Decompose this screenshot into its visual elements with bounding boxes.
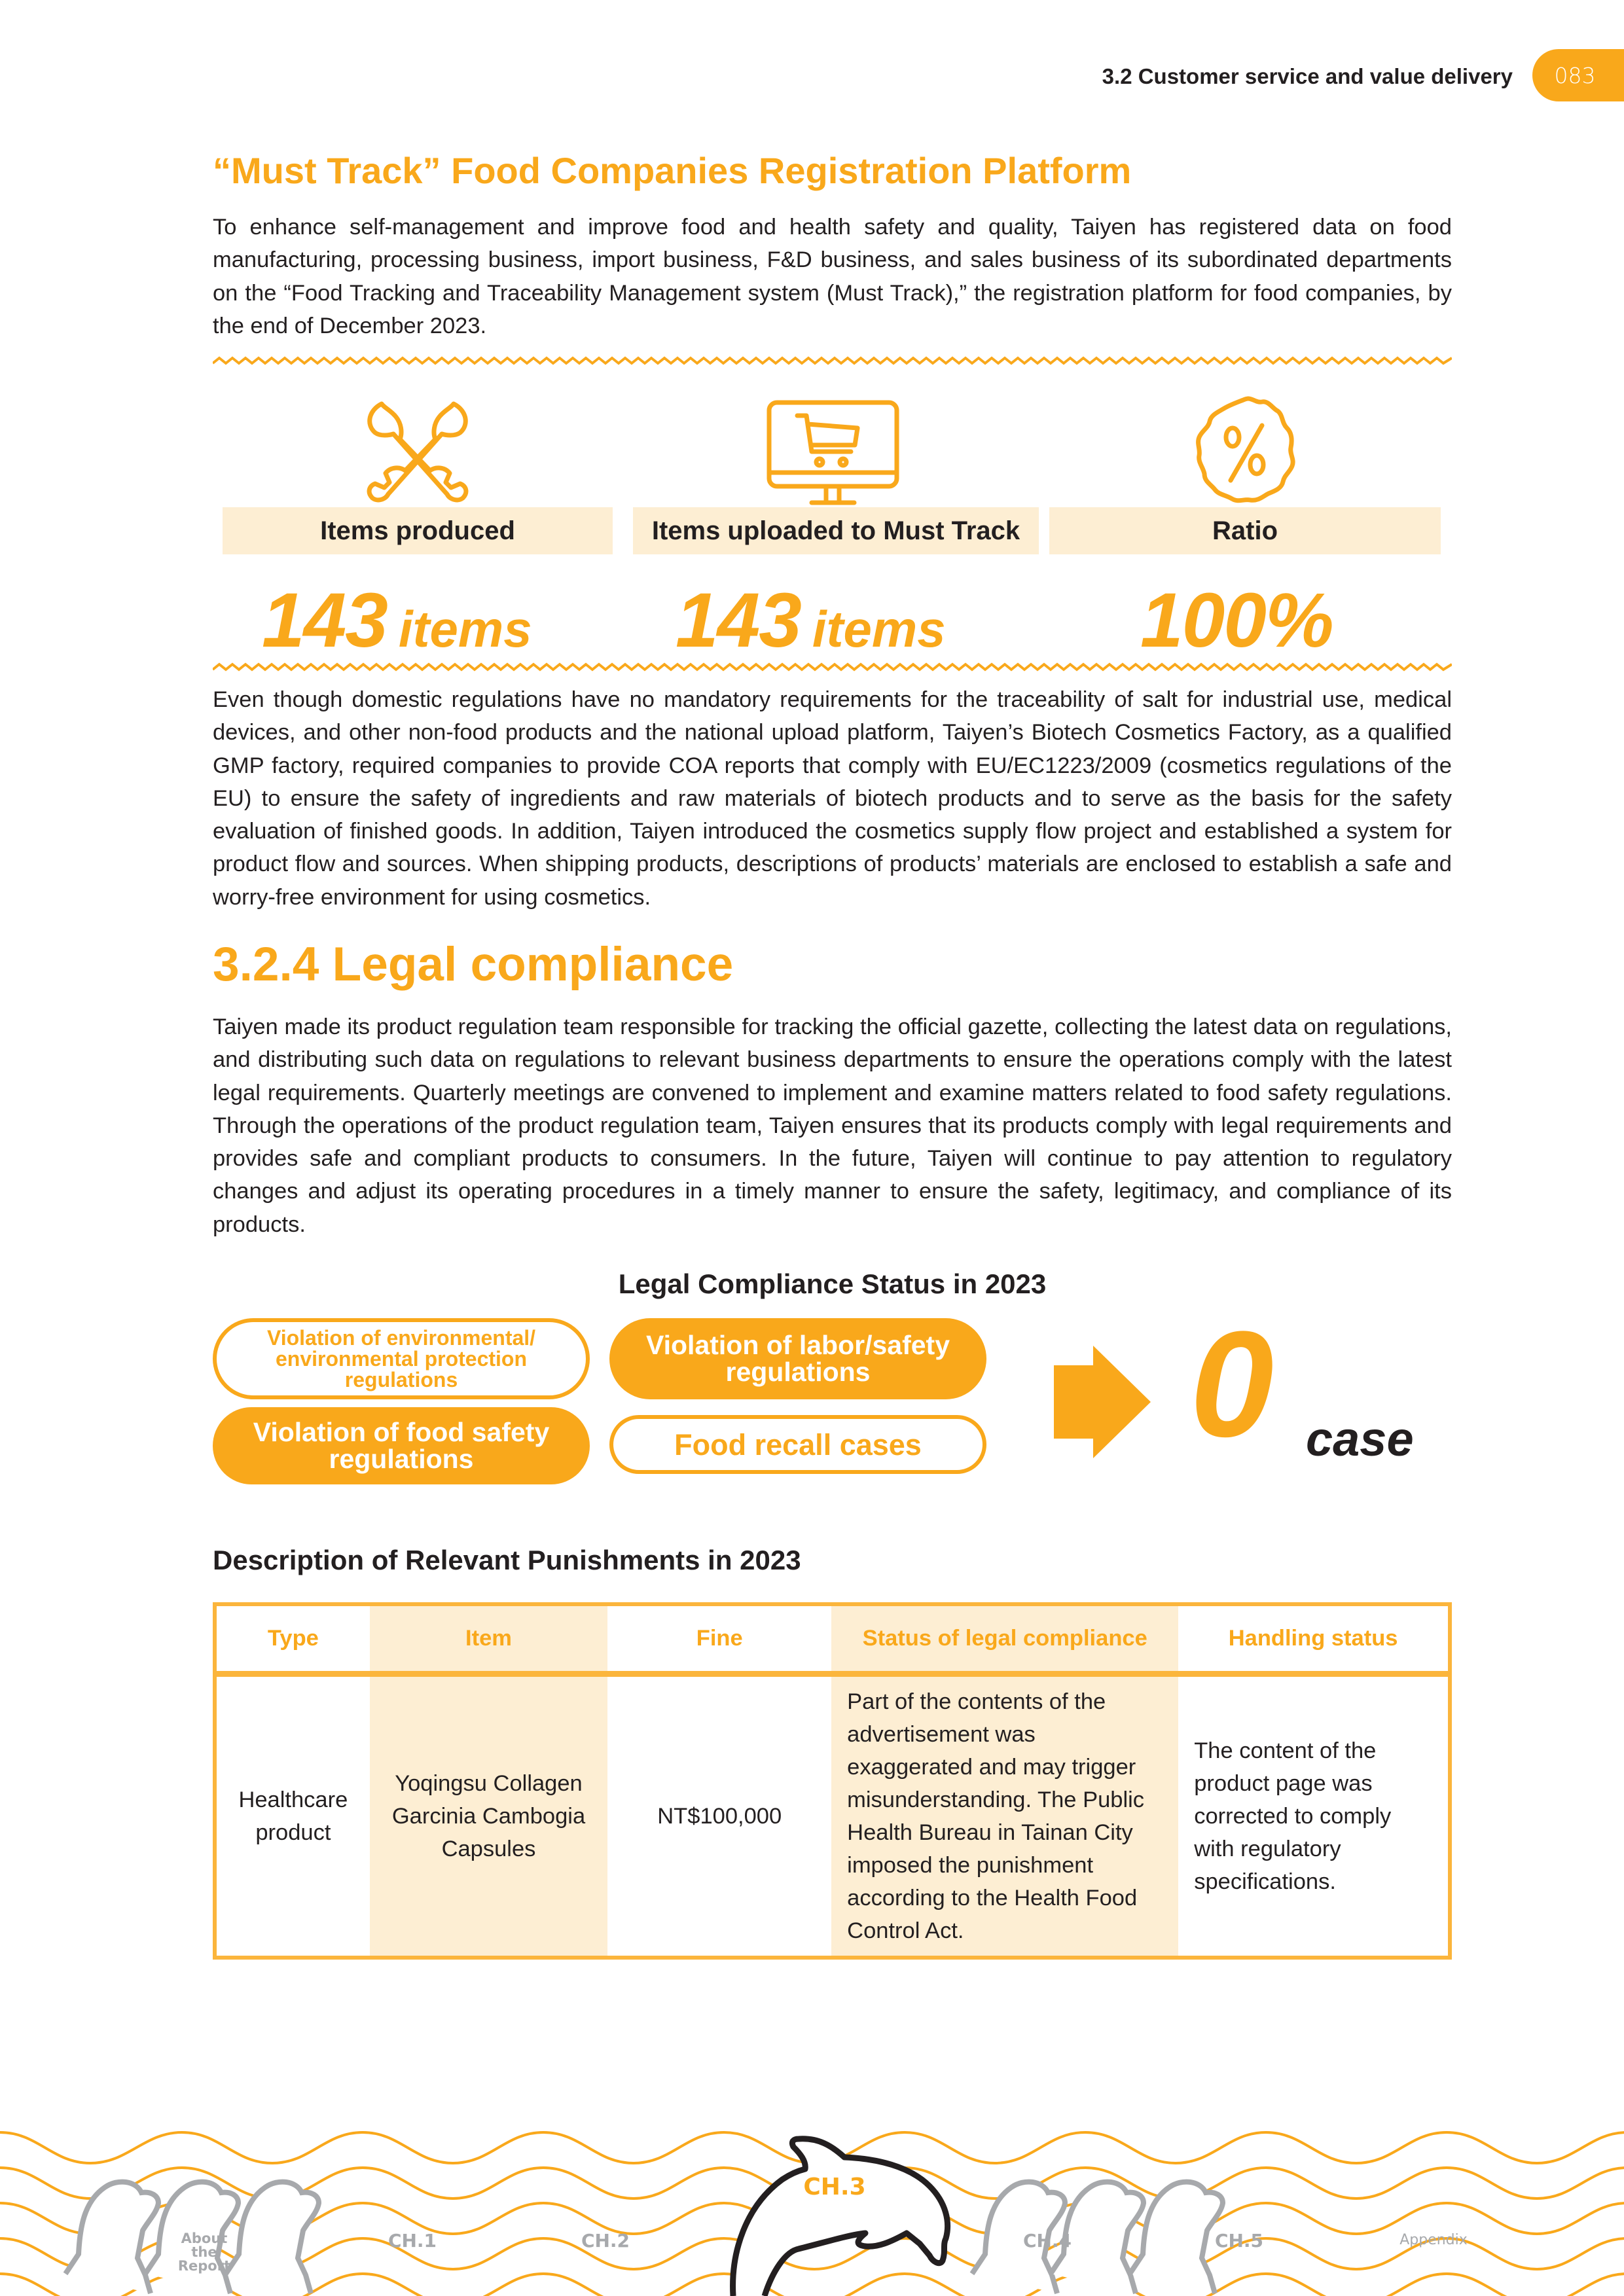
stat-number: 143 — [676, 577, 801, 664]
zero-result-number: 0 — [1190, 1300, 1274, 1468]
nav-ch3-active[interactable]: CH.3 — [803, 2174, 866, 2200]
stat-label-items-produced: Items produced — [223, 507, 613, 554]
arrow-right-icon — [1054, 1346, 1152, 1458]
category-food-safety: Violation of food safety regulations — [213, 1407, 590, 1484]
nav-about-the-report[interactable]: About the Report — [177, 2231, 231, 2274]
cell-fine: NT$100,000 — [657, 1803, 782, 1829]
category-food-recall: Food recall cases — [609, 1415, 986, 1474]
cell-type: Healthcare product — [238, 1787, 348, 1845]
cell-item: Yoqingsu Collagen Garcinia Cambogia Capsules — [370, 1674, 608, 1958]
percent-badge-icon — [1191, 394, 1299, 505]
stat-value-items-uploaded — [676, 576, 946, 665]
column-header-fine: Fine — [607, 1604, 831, 1674]
category-labor-safety: Violation of labor/safety regulations — [609, 1318, 986, 1399]
punishments-table — [213, 1602, 1452, 1960]
must-track-heading: “Must Track” Food Companies Registration Platform — [213, 150, 1132, 191]
stat-unit: items — [398, 600, 532, 658]
zigzag-divider — [213, 662, 1452, 672]
stat-unit: items — [812, 600, 946, 658]
punishments-title: Description of Relevant Punishments in 2023 — [213, 1545, 801, 1575]
legal-compliance-heading: 3.2.4 Legal compliance — [213, 938, 734, 991]
column-header-type: Type — [215, 1604, 370, 1674]
table-row — [215, 1674, 1450, 1958]
dolphin-icon — [720, 2121, 982, 2296]
legal-compliance-body: Taiyen made its product regulation team responsible for tracking the official gazette, collecting the latest data on regulations, and distributing such data on regulations to relevant business departments to ensure the operations comply with the latest legal requirements. Quarterly meetings are convened to implement and examine matters related to food safety regulations. Through the operations of the product regulation team, Taiyen ensures that its products comply with legal requirements and provides safe and compliant products to consumers. In the future, Taiyen will continue to pay attention to regulatory changes and adjust its operating procedures in a timely manner to ensure the safety, legitimacy, and compliance of its products. — [213, 1014, 1452, 1237]
column-header-item: Item — [370, 1604, 608, 1674]
page-number-badge: 083 — [1532, 49, 1624, 101]
stat-value-ratio — [1140, 576, 1333, 665]
chapter-navigation — [0, 2108, 1624, 2296]
nav-ch2[interactable]: CH.2 — [581, 2230, 630, 2251]
stat-label-items-uploaded: Items uploaded to Must Track — [633, 507, 1039, 554]
zero-result-unit: case — [1306, 1412, 1414, 1466]
column-header-handling: Handling status — [1178, 1604, 1450, 1674]
stat-label-ratio: Ratio — [1049, 507, 1441, 554]
cart-monitor-icon — [766, 399, 900, 507]
stat-number: 100% — [1140, 577, 1333, 664]
nav-ch4[interactable]: CH.4 — [1022, 2230, 1072, 2251]
cell-handling: The content of the product page was corrected to comply with regulatory specifications. — [1194, 1738, 1392, 1894]
compliance-status-title: Legal Compliance Status in 2023 — [618, 1268, 1047, 1299]
column-header-status: Status of legal compliance — [831, 1604, 1178, 1674]
table-header-row — [215, 1604, 1450, 1674]
must-track-intro: To enhance self-management and improve food and health safety and quality, Taiyen has registered data on food manufacturing, processing business, import business, F&D business, and sales business of its subordinated departments on the “Food Tracking and Traceability Management system (Must Track),” the registration platform for food companies, by the end of December 2023. — [213, 215, 1452, 338]
nav-ch5[interactable]: CH.5 — [1214, 2230, 1264, 2251]
nav-ch1[interactable]: CH.1 — [388, 2230, 437, 2251]
section-title: 3.2 Customer service and value delivery — [1102, 64, 1513, 88]
page-header — [1047, 47, 1624, 105]
stat-number: 143 — [262, 577, 387, 664]
stat-value-items-produced — [262, 576, 532, 665]
zigzag-divider — [213, 356, 1452, 365]
category-environmental: Violation of environmental/ environmental protection regulations — [213, 1318, 590, 1399]
cell-status: Part of the contents of the advertisement was exaggerated and may trigger misunderstanding. The Public Health Bureau in Tainan City imposed the punishment according to the Health Food Control Act. — [831, 1674, 1178, 1958]
cosmetics-traceability-paragraph: Even though domestic regulations have no mandatory requirements for the traceability of salt for industrial use, medical devices, and other non-food products and the national upload platform, Taiyen’s Biotech Cosmetics Factory, as a qualified GMP factory, required companies to provide COA reports that comply with EU/EC1223/2009 (cosmetics regulations of the EU) to ensure the safety of ingredients and raw materials of biotech products and to serve as the basis for the safety evaluation of finished goods. In addition, Taiyen introduced the cosmetics supply flow project and established a system for product flow and sources. When shipping products, descriptions of products’ materials are enclosed to establish a safe and worry-free environment for using cosmetics. — [213, 687, 1452, 910]
nav-appendix[interactable]: Appendix — [1399, 2232, 1468, 2248]
wrench-icon — [362, 396, 473, 507]
